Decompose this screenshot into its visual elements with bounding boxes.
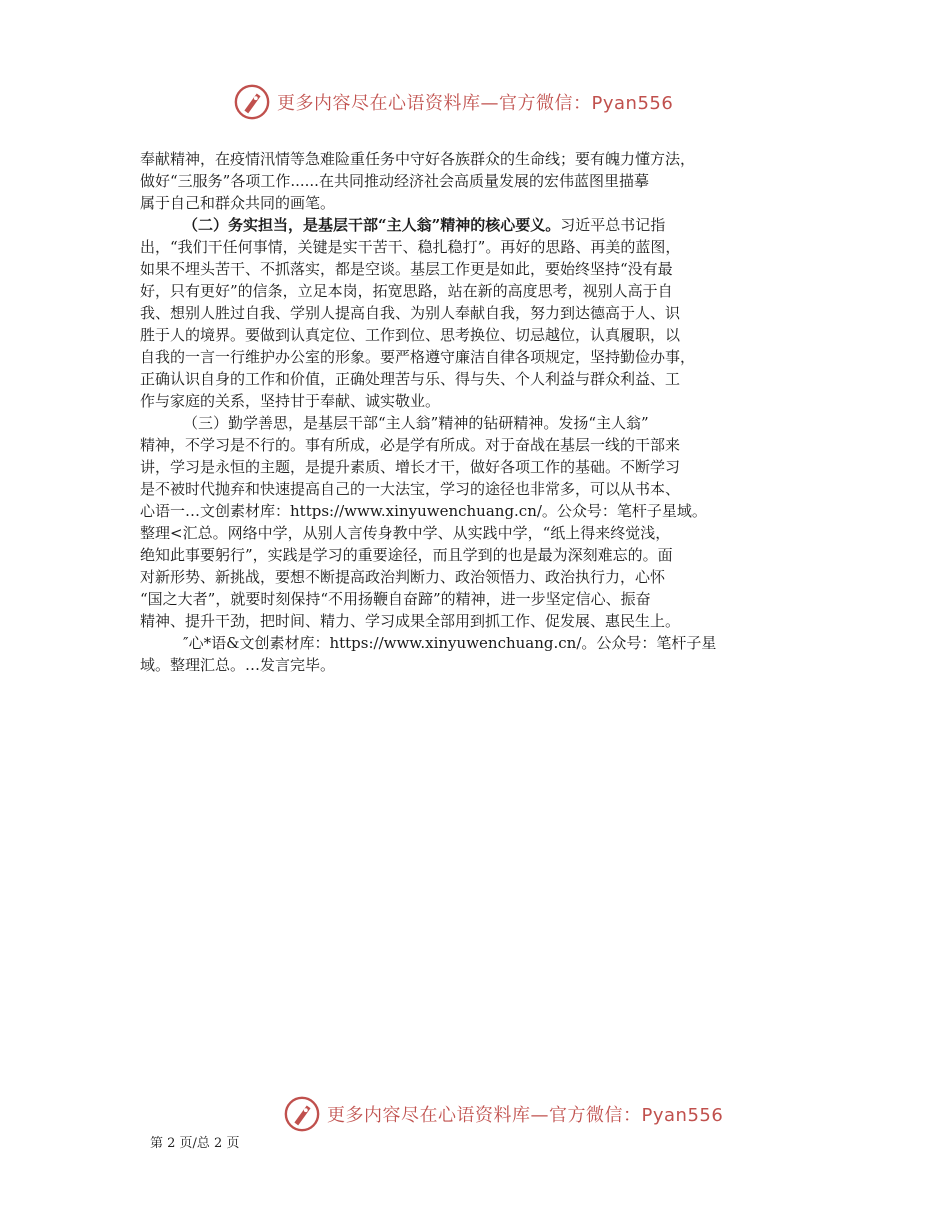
paragraph-three-first-line: （三）勤学善思，是基层干部“主人翁”精神的钻研精神。发扬“主人翁”: [183, 414, 649, 432]
text-line: 对新形势、新挑战，要想不断提高政治判断力、政治领悟力、政治执行力，心怀: [140, 568, 666, 586]
paragraph-two-heading: （二）务实担当，是基层干部“主人翁”精神的核心要义。: [183, 216, 561, 234]
text-line: 胜于人的境界。要做到认真定位、工作到位、思考换位、切忌越位，认真履职，以: [140, 326, 681, 344]
text-line: 作与家庭的关系，坚持甘于奉献、诚实敬业。: [140, 392, 441, 410]
page-number: 第 2 页/总 2 页: [150, 1136, 240, 1151]
text-line: 如果不埋头苦干、不抓落实，都是空谈。基层工作更是如此，要始终坚持“没有最: [140, 260, 673, 278]
text-line: 心语一…文创素材库：https://www.xinyuwenchuang.cn/。公众号：笔杆子星域。: [140, 502, 707, 520]
text-line: 整理<汇总。网络中学，从别人言传身教中学、从实践中学，“纸上得来终觉浅，: [140, 524, 671, 542]
text-line: 奉献精神，在疫情汛情等急难险重任务中守好各族群众的生命线；要有魄力懂方法，: [140, 150, 696, 168]
text-line: 做好“三服务”各项工作......在共同推动经济社会高质量发展的宏伟蓝图里描摹: [140, 172, 649, 190]
text-line: 属于自己和群众共同的画笔。: [140, 194, 336, 212]
text-line: 精神，不学习是不行的。事有所成，必是学有所成。对于奋战在基层一线的干部来: [140, 436, 681, 454]
footer-banner-text: 更多内容尽在心语资料库—官方微信：Pyan556: [327, 1105, 724, 1126]
paragraph-two-first-line: [140, 214, 810, 236]
text-line: 正确认识自身的工作和价值，正确处理苦与乐、得与失、个人利益与群众利益、工: [140, 370, 681, 388]
paragraph-two-lead-text: 习近平总书记指: [560, 216, 666, 234]
pen-nib-circle-icon: [233, 83, 271, 121]
text-line: “国之大者”，就要时刻保持“不用扬鞭自奋蹄”的精神，进一步坚定信心、振奋: [140, 590, 651, 608]
text-line: 自我的一言一行维护办公室的形象。要严格遵守廉洁自律各项规定，坚持勤俭办事，: [140, 348, 696, 366]
text-line: 出，“我们干任何事情，关键是实干苦干、稳扎稳打”。再好的思路、再美的蓝图，: [140, 238, 681, 256]
footer-banner: [283, 1095, 723, 1133]
text-line: 我、想别人胜过自我、学别人提高自我、为别人奉献自我，努力到达德高于人、识: [140, 304, 681, 322]
pen-nib-circle-icon: [283, 1095, 321, 1133]
text-line: 好，只有更好”的信条，立足本岗，拓宽思路，站在新的高度思考，视别人高于自: [140, 282, 673, 300]
text-line: 域。整理汇总。…发言完毕。: [140, 656, 336, 674]
closing-first-line: ″心*语&文创素材库：https://www.xinyuwenchuang.cn/。公众号：笔杆子星: [183, 634, 717, 652]
text-line: 讲，学习是永恒的主题，是提升素质、增长才干，做好各项工作的基础。不断学习: [140, 458, 681, 476]
text-line: 精神、提升干劲，把时间、精力、学习成果全部用到抓工作、促发展、惠民生上。: [140, 612, 681, 630]
header-banner: [233, 83, 673, 121]
text-line: 是不被时代抛弃和快速提高自己的一大法宝，学习的途径也非常多，可以从书本、: [140, 480, 681, 498]
document-body: [140, 148, 810, 676]
header-banner-text: 更多内容尽在心语资料库—官方微信：Pyan556: [277, 93, 674, 114]
text-line: 绝知此事要躬行”，实践是学习的重要途径，而且学到的也是最为深刻难忘的。面: [140, 546, 673, 564]
